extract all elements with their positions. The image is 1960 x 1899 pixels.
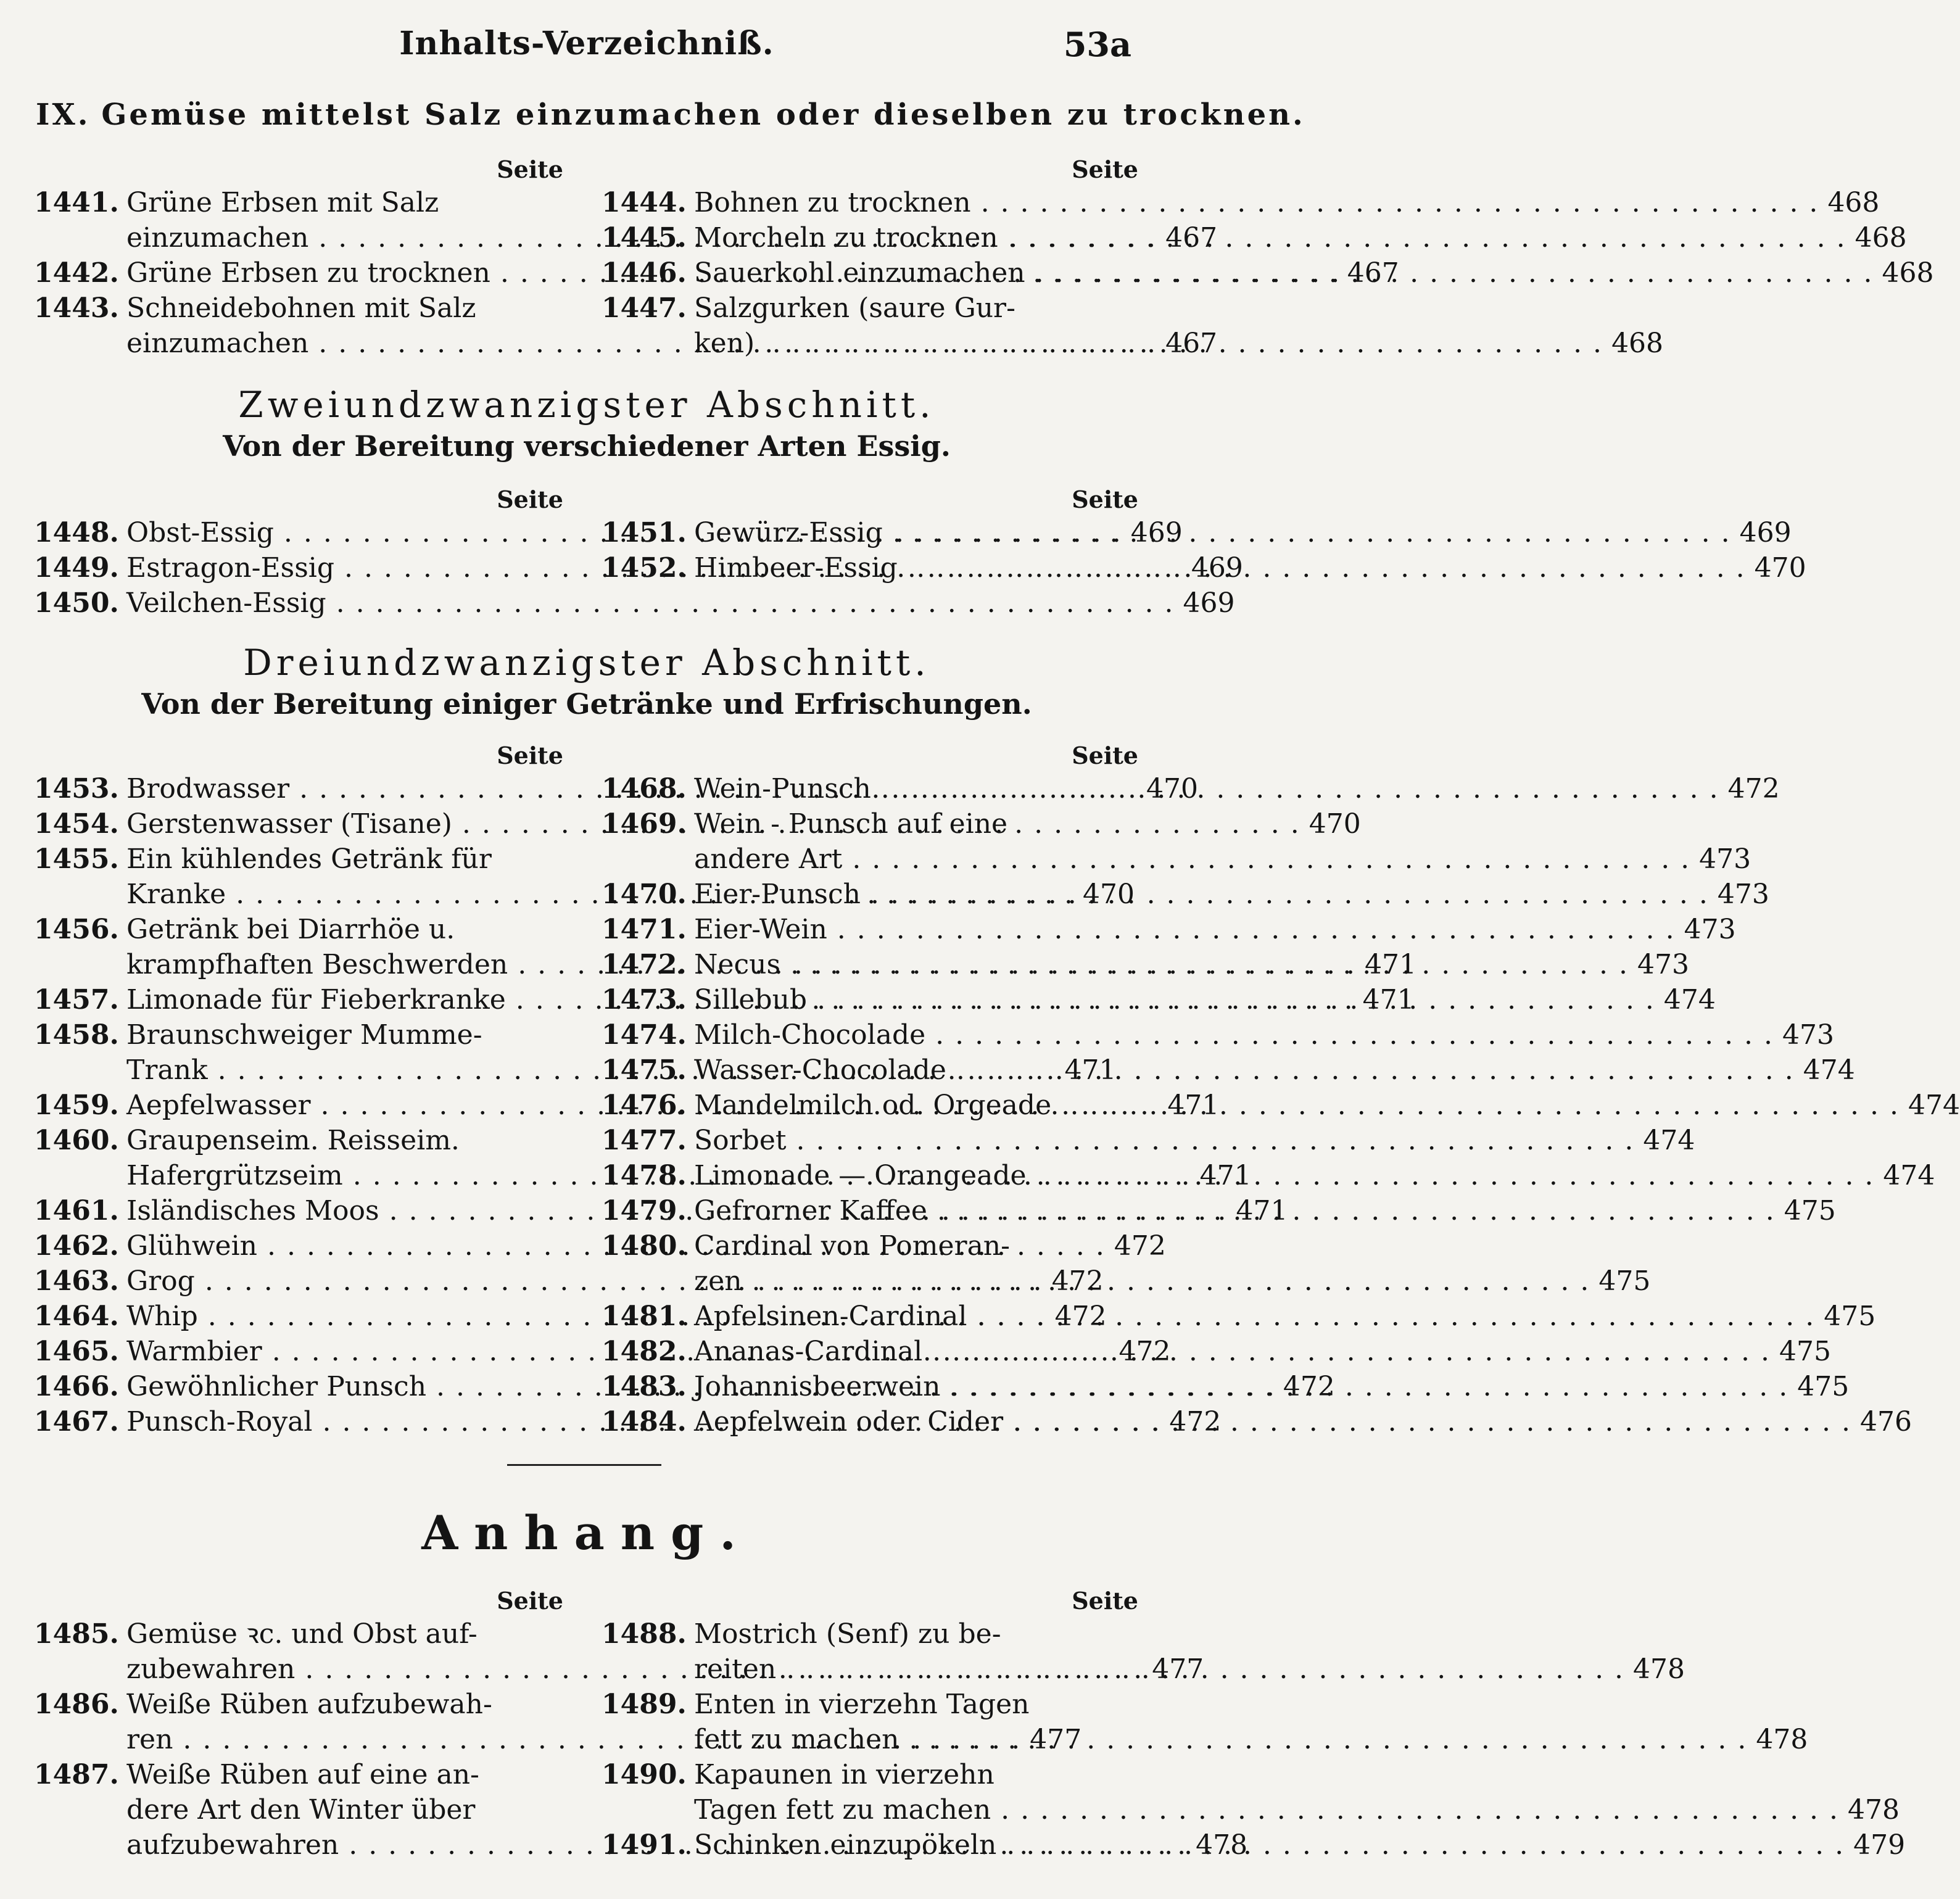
entry-page: 475 [1779,1336,1832,1367]
entry-title [694,220,1846,255]
section-23-subtitle: Von der Bereitung einiger Getränke und Erfrischungen. [141,687,1032,721]
entry-number: 1448. [34,517,119,548]
entry-page: 471 [1362,984,1415,1016]
entry-title [694,806,1690,877]
entry-number: 1485. [34,1618,119,1650]
section-22-subtitle: Von der Bereitung verschiedener Arten Essig. [223,429,951,463]
entry-title [126,585,1175,621]
entry-page: 474 [1643,1125,1695,1156]
entry-title-line: Grüne Erbsen mit Salz [126,187,439,218]
entry-title-line: Mostrich (Senf) zu be- [694,1618,1001,1650]
entry-title-line: Veilchen-Essig . . . [126,585,1175,621]
entry-page: 472 [1169,1406,1222,1438]
entry-page: 468 [1611,328,1664,359]
entry-number: 1483. [602,1371,687,1402]
entry-page: 475 [1824,1301,1876,1332]
entry-title-line: Punsch-Royal . . . [126,1404,1160,1439]
entry-number: 1466. [34,1371,119,1402]
entry-title-line: Morcheln zu trocknen . . . [694,220,1846,255]
section-23-right-column [602,740,1960,1439]
section-23-title: Dreiundzwanzigster Abschnitt. [243,642,930,684]
entry-title-line: Limonade für Fieberkranke . . . [126,982,1354,1017]
index-entry [602,1757,1900,1827]
entry-title [694,1193,1776,1228]
entry-page: 468 [1855,222,1907,254]
entry-number: 1461. [34,1195,119,1227]
entry-number: 1471. [602,914,687,945]
entry-title [694,1053,1795,1088]
entry-title [694,1334,1771,1369]
entry-number: 1469. [602,808,687,840]
entry-number: 1454. [34,808,119,840]
entry-title-line: Gefrorner Kaffee . . . [694,1193,1776,1228]
entry-page: 474 [1883,1160,1935,1191]
entry-title-line: aufzubewahren . . . [126,1827,1187,1863]
entry-number: 1456. [34,914,119,945]
entry-title [694,1369,1788,1404]
index-entry [602,1299,1876,1334]
entry-page: 473 [1782,1019,1835,1051]
entry-number: 1488. [602,1618,687,1650]
section-ix-roman: IX. [36,97,91,132]
entry-number: 1475. [602,1054,687,1086]
entry-page: 469 [1183,587,1235,619]
entry-title-line: Wein - Punsch auf eine [694,808,1008,840]
entry-title-line: Gerstenwasser (Tisane) . . . [126,806,1300,842]
entry-page: 472 [1054,1301,1107,1332]
entry-page: 475 [1797,1371,1850,1402]
entry-number: 1465. [34,1336,119,1367]
entry-title-line: fett zu machen . . . [694,1722,1747,1757]
entry-number: 1444. [602,187,687,218]
entry-title-line: Limonade — Orangeade . . . [694,1158,1874,1193]
entry-number: 1443. [34,292,119,324]
entry-number: 1451. [602,517,687,548]
entry-number: 1441. [34,187,119,218]
entry-title-line: Necus . . . [694,947,1629,982]
seite-label: Seite [1072,1587,1138,1615]
entry-number: 1459. [34,1090,119,1121]
index-entry [602,1053,1855,1088]
seite-label: Seite [497,486,563,513]
entry-page: 469 [1191,552,1243,584]
entry-title-line: Eier-Wein . . . [694,912,1676,947]
entry-page: 474 [1663,984,1716,1016]
entry-title-line: Ein kühlendes Getränk für [126,843,492,875]
entry-page: 469 [1739,517,1792,548]
entry-number: 1455. [34,843,119,875]
running-title: Inhalts-Verzeichniß. [399,25,774,62]
entry-page: 473 [1684,914,1736,945]
entry-number: 1458. [34,1019,119,1051]
entry-title [694,291,1603,361]
index-entry [602,912,1736,947]
appendix-heading [0,1505,1173,1560]
index-entry [602,1123,1695,1158]
entry-number: 1482. [602,1336,687,1367]
entry-title-line: Sillebub . . . [694,982,1655,1017]
entry-page: 478 [1196,1829,1248,1861]
entry-title-line: zubewahren . . . [126,1652,1143,1687]
entry-title-line: Schinken einzupökeln . . . [694,1827,1845,1863]
entry-number: 1481. [602,1301,687,1332]
seite-label: Seite [1072,486,1138,513]
entry-page: 472 [1727,773,1780,805]
entry-page: 468 [1827,187,1880,218]
entry-number: 1468. [602,773,687,805]
index-entry [602,1017,1835,1053]
entry-page: 477 [1030,1724,1082,1755]
index-entry [602,185,1880,220]
section-22-right-column [602,484,1806,585]
seite-label: Seite [1072,742,1138,769]
entry-number: 1476. [602,1090,687,1121]
entry-title-line: Johannisbeerwein . . . [694,1369,1788,1404]
entry-page: 470 [1146,773,1198,805]
entry-number: 1470. [602,879,687,910]
entry-title [694,1158,1874,1193]
entry-title-line: Braunschweiger Mumme- [126,1019,482,1051]
entry-page: 479 [1853,1829,1906,1861]
entry-page: 471 [1064,1054,1117,1086]
entry-number: 1464. [34,1301,119,1332]
entry-page: 474 [1803,1054,1855,1086]
entry-page: 471 [1199,1160,1252,1191]
section-23-heading [0,642,1173,721]
entry-number: 1453. [34,773,119,805]
entry-page: 476 [1860,1406,1912,1438]
entry-title-line: einzumachen . . . [126,326,1157,361]
entry-number: 1474. [602,1019,687,1051]
entry-title [694,550,1746,585]
entry-title [694,771,1719,806]
entry-number: 1491. [602,1829,687,1861]
entry-title-line: Grog . . . [126,1264,1043,1299]
entry-page: 478 [1848,1794,1900,1826]
section-ix-title: Gemüse mittelst Salz einzumachen oder dieselben zu trocknen. [101,97,1305,132]
entry-number: 1449. [34,552,119,584]
entry-title-line: Wasser-Chocolade . . . [694,1053,1795,1088]
entry-page: 471 [1365,949,1417,980]
entry-page: 471 [1236,1195,1288,1227]
entry-title-line: krampfhaften Beschwerden . . . [126,947,1356,982]
entry-page: 470 [1754,552,1806,584]
entry-page: 477 [1152,1653,1204,1685]
entry-title-line: Tagen fett zu machen . . . [694,1792,1839,1827]
entry-title-line: Milch-Chocolade . . . [694,1017,1774,1053]
entry-page: 472 [1051,1265,1104,1297]
entry-title-line: Eier-Punsch . . . [694,877,1709,912]
entry-number: 1490. [602,1759,687,1790]
entry-title-line: dere Art den Winter über [126,1794,476,1826]
entry-number: 1489. [602,1689,687,1720]
section-22-title: Zweiundzwanzigster Abschnitt. [238,384,935,426]
entry-page: 474 [1908,1090,1960,1121]
entry-page: 467 [1347,257,1399,289]
entry-number: 1446. [602,257,687,289]
entry-number: 1462. [34,1230,119,1262]
entry-title [694,1123,1634,1158]
entry-number: 1442. [34,257,119,289]
entry-title-line: einzumachen . . . [126,220,1157,255]
entry-page: 472 [1119,1336,1171,1367]
entry-number: 1486. [34,1689,119,1720]
entry-title [694,1228,1590,1299]
entry-title [694,1687,1747,1757]
entry-page: 473 [1699,843,1751,875]
entry-title [694,982,1655,1017]
entry-title-line: Graupenseim. Reisseim. [126,1125,460,1156]
entry-title-line: Salzgurken (saure Gur- [694,292,1015,324]
entry-number: 1452. [602,552,687,584]
entry-title-line: Gewöhnlicher Punsch . . . [126,1369,1275,1404]
entry-number: 1467. [34,1406,119,1438]
index-entry [34,585,1235,621]
entry-title-line: Sauerkohl einzumachen . . . [694,255,1873,291]
entry-title [694,515,1731,550]
entry-title-line: Sorbet . . . [694,1123,1634,1158]
entry-page: 471 [1167,1090,1220,1121]
entry-title-line: Mandelmilch od. Orgeade . . . [694,1088,1900,1123]
entry-page: 475 [1598,1265,1651,1297]
index-entry [602,515,1792,550]
entry-page: 467 [1165,328,1218,359]
entry-page: 468 [1882,257,1934,289]
entry-title [694,185,1819,220]
section-divider [507,1464,661,1466]
index-entry [602,877,1769,912]
entry-number: 1478. [602,1160,687,1191]
entry-page: 470 [1309,808,1361,840]
entry-number: 1460. [34,1125,119,1156]
entry-title [694,1616,1624,1687]
entry-title-line: Estragon-Essig . . . [126,550,1183,585]
entry-title-line: Brodwasser . . . [126,771,1138,806]
entry-title-line: Glühwein . . . [126,1228,1106,1264]
index-entry [602,1687,1808,1757]
entry-title-line: Getränk bei Diarrhöe u. [126,914,455,945]
entry-page: 473 [1717,879,1769,910]
seite-label: Seite [497,155,563,183]
seite-label: Seite [1072,155,1138,183]
entry-title-line: Kapaunen in vierzehn [694,1759,994,1790]
entry-number: 1487. [34,1759,119,1790]
entry-page: 475 [1784,1195,1836,1227]
entry-title [694,1088,1900,1123]
entry-title [694,1299,1815,1334]
entry-page: 472 [1114,1230,1166,1262]
entry-title-line: Gewürz-Essig . . . [694,515,1731,550]
entry-number: 1463. [34,1265,119,1297]
entry-page: 478 [1633,1653,1685,1685]
entry-number: 1479. [602,1195,687,1227]
entry-title-line: Warmbier . . . [126,1334,1110,1369]
entry-number: 1473. [602,984,687,1016]
entry-title-line: Aepfelwein oder Cider . . . [694,1404,1851,1439]
entry-title-line: Bohnen zu trocknen . . . [694,185,1819,220]
entry-title-line: Himbeer-Essig . . . [694,550,1746,585]
entry-title-line: Weiße Rüben auf eine an- [126,1759,479,1790]
entry-page: 472 [1283,1371,1335,1402]
entry-title-line: Apfelsinen-Cardinal . . . [694,1299,1815,1334]
entry-page: 467 [1165,222,1218,254]
entry-number: 1484. [602,1406,687,1438]
entry-title-line: ken) . . . [694,326,1603,361]
entry-title-line: ren . . . [126,1722,1021,1757]
entry-title-line: Schneidebohnen mit Salz [126,292,476,324]
section-22-heading [0,384,1173,463]
entry-title-line: reiten . . . [694,1652,1624,1687]
entry-title [694,877,1709,912]
entry-number: 1472. [602,949,687,980]
entry-title-line: Ananas-Cardinal . . . [694,1334,1771,1369]
entry-title [694,1827,1845,1863]
entry-title [694,1017,1774,1053]
running-head [0,25,1173,68]
section-ix-heading [36,97,1305,132]
entry-title-line: Gemüse ꝛc. und Obst auf- [126,1618,478,1650]
entry-title-line: Hafergrützseim . . . [126,1158,1191,1193]
entry-title-line: Cardinal von Pomeran- [694,1230,1011,1262]
appendix-title: Anhang. [421,1505,752,1560]
entry-number: 1450. [34,587,119,619]
entry-title-line: Grüne Erbsen zu trocknen . . . [126,255,1339,291]
entry-number: 1445. [602,222,687,254]
entry-title-line: Isländisches Moos . . . [126,1193,1227,1228]
entry-title-line: Kranke . . . [126,877,1074,912]
page-number: 53a [1063,25,1131,64]
entry-title-line: Weiße Rüben aufzubewah- [126,1689,492,1720]
entry-number: 1447. [602,292,687,324]
entry-number: 1457. [34,984,119,1016]
entry-title [694,1757,1839,1827]
entry-page: 470 [1083,879,1135,910]
entry-title-line: Trank . . . [126,1053,1056,1088]
entry-title-line: Wein-Punsch . . . [694,771,1719,806]
entry-page: 473 [1637,949,1689,980]
entry-number: 1480. [602,1230,687,1262]
entry-title [694,947,1629,982]
entry-title-line: Enten in vierzehn Tagen [694,1689,1030,1720]
entry-title [694,255,1873,291]
entry-title [694,912,1676,947]
entry-page: 469 [1130,517,1183,548]
entry-title-line: Whip . . . [126,1299,1046,1334]
entry-title [694,1404,1851,1439]
entry-title-line: Aepfelwasser . . . [126,1088,1159,1123]
seite-label: Seite [497,1587,563,1615]
entry-number: 1477. [602,1125,687,1156]
entry-page: 478 [1756,1724,1808,1755]
entry-title-line: zen . . . [694,1264,1590,1299]
seite-label: Seite [497,742,563,769]
entry-title-line: Obst-Essig . . . [126,515,1122,550]
entry-title-line: andere Art . . . [694,842,1690,877]
